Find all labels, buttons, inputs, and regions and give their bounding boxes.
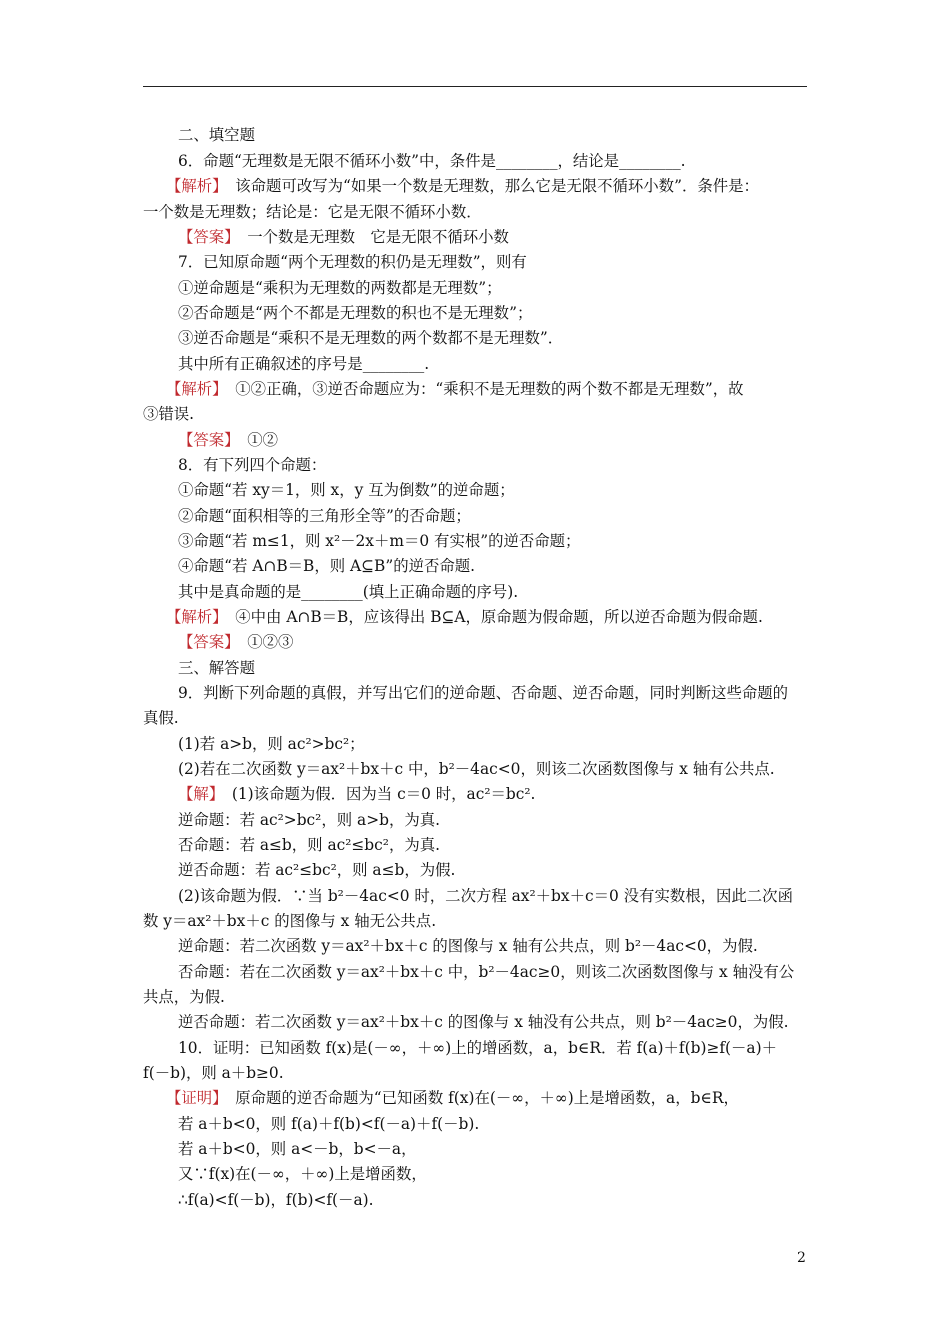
line-18: 其中是真命题的是________(填上正确命题的序号). (178, 583, 519, 601)
line-6: ①逆命题是“乘积为无理数的两数都是无理数”； (178, 279, 502, 297)
line-17: ④命题“若 A∩B＝B，则 A⊆B”的逆否命题. (178, 557, 476, 575)
line-5: 7．已知原命题“两个无理数的积仍是无理数”，则有 (178, 253, 527, 271)
line-20: 【答案】 ①②③ (178, 633, 294, 651)
line-11: ③错误. (143, 405, 195, 423)
line-3: 一个数是无理数；结论是：它是无限不循环小数． (143, 203, 482, 221)
line-1: 6．命题“无理数是无限不循环小数”中，条件是________，结论是________. (178, 152, 686, 170)
line-24: (1)若 a>b，则 ac²>bc²； (178, 735, 365, 753)
tag-label: 【解】 (178, 785, 217, 803)
line-8: ③逆否命题是“乘积不是无理数的两个数都不是无理数”． (178, 329, 564, 347)
tag-label: 【证明】 (166, 1089, 220, 1107)
line-9: 其中所有正确叙述的序号是________. (178, 355, 430, 373)
line-21: 三、解答题 (178, 659, 255, 677)
line-26: 【解】 (1)该命题为假．因为当 c＝0 时，ac²＝bc². (178, 785, 536, 803)
line-23: 真假. (143, 709, 179, 727)
line-39: 若 a＋b<0，则 f(a)＋f(b)<f(－a)＋f(－b). (178, 1115, 480, 1133)
header-rule (143, 86, 807, 87)
tag-label: 【答案】 (178, 431, 232, 449)
line-16: ③命题“若 m≤1，则 x²－2x＋m＝0 有实根”的逆否命题； (178, 532, 581, 550)
tag-label: 【解析】 (166, 380, 220, 398)
line-36: 10．证明：已知函数 f(x)是(－∞，＋∞)上的增函数，a，b∈R．若 f(a)＋f(b)≥f(－a)＋ (178, 1039, 778, 1057)
line-29: 逆否命题：若 ac²≤bc²，则 a≤b，为假. (178, 861, 456, 879)
line-10: 【解析】 ①②正确，③逆否命题应为：“乘积不是无理数的两个数不都是无理数”，故 (166, 380, 744, 398)
tag-label: 【答案】 (178, 228, 232, 246)
line-22: 9．判断下列命题的真假，并写出它们的逆命题、否命题、逆否命题，同时判断这些命题的 (178, 684, 789, 702)
line-14: ①命题“若 xy＝1，则 x，y 互为倒数”的逆命题； (178, 481, 515, 499)
line-2: 【解析】 该命题可改写为“如果一个数是无理数，那么它是无限不循环小数”．条件是： (166, 177, 759, 195)
line-42: ∴f(a)<f(－b)，f(b)<f(－a). (178, 1191, 374, 1209)
line-7: ②否命题是“两个不都是无理数的积也不是无理数”； (178, 304, 533, 322)
line-15: ②命题“面积相等的三角形全等”的否命题； (178, 507, 471, 525)
line-19: 【解析】 ④中由 A∩B＝B，应该得出 B⊆A，原命题为假命题，所以逆否命题为假命题. (166, 608, 763, 626)
line-40: 若 a＋b<0，则 a<－b，b<－a， (178, 1140, 417, 1158)
line-0: 二、填空题 (178, 126, 255, 144)
tag-label: 【解析】 (166, 177, 220, 195)
line-37: f(－b)，则 a＋b≥0. (143, 1064, 284, 1082)
line-13: 8．有下列四个命题： (178, 456, 327, 474)
line-12: 【答案】 ①② (178, 431, 279, 449)
line-34: 共点，为假. (143, 988, 225, 1006)
line-35: 逆否命题：若二次函数 y＝ax²＋bx＋c 的图像与 x 轴没有公共点，则 b²－4ac≥0，为假. (178, 1013, 789, 1031)
line-28: 否命题：若 a≤b，则 ac²≤bc²，为真. (178, 836, 441, 854)
tag-label: 【解析】 (166, 608, 220, 626)
line-32: 逆命题：若二次函数 y＝ax²＋bx＋c 的图像与 x 轴有公共点，则 b²－4ac<0，为假. (178, 937, 758, 955)
line-25: (2)若在二次函数 y＝ax²＋bx＋c 中，b²－4ac<0，则该二次函数图像与 x 轴有公共点. (178, 760, 775, 778)
line-41: 又∵f(x)在(－∞，＋∞)上是增函数， (178, 1165, 427, 1183)
line-38: 【证明】 原命题的逆否命题为“已知函数 f(x)在(－∞，＋∞)上是增函数，a，b∈R， (166, 1089, 739, 1107)
line-33: 否命题：若在二次函数 y＝ax²＋bx＋c 中，b²－4ac≥0，则该二次函数图像与 x 轴没有公 (178, 963, 795, 981)
line-31: 数 y＝ax²＋bx＋c 的图像与 x 轴无公共点. (143, 912, 437, 930)
page-number: 2 (797, 1250, 806, 1266)
line-4: 【答案】 一个数是无理数 它是无限不循环小数 (178, 228, 509, 246)
line-30: (2)该命题为假．∵当 b²－4ac<0 时，二次方程 ax²＋bx＋c＝0 没有实数根，因此二次函 (178, 887, 793, 905)
tag-label: 【答案】 (178, 633, 232, 651)
line-27: 逆命题：若 ac²>bc²，则 a>b，为真. (178, 811, 441, 829)
